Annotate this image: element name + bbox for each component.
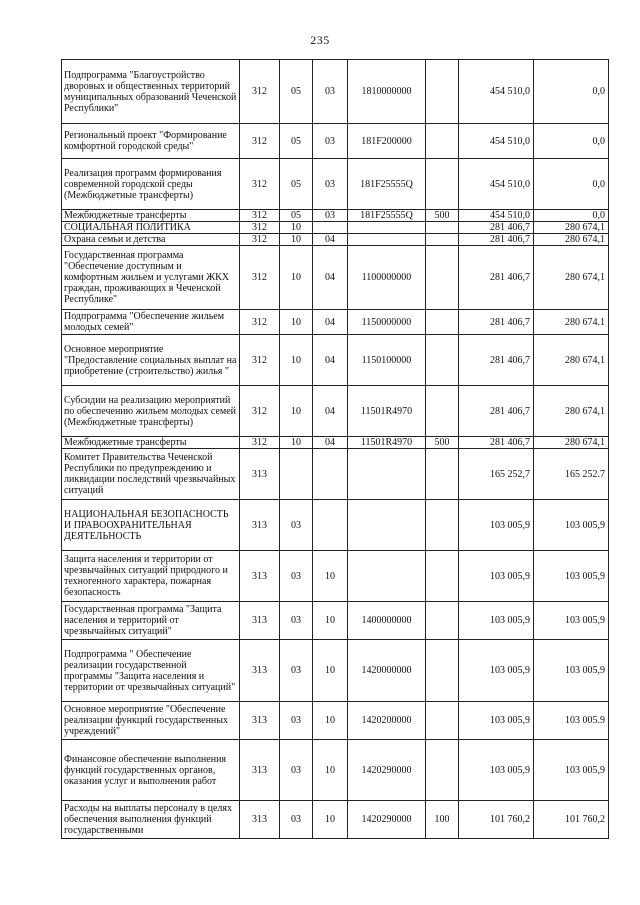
row-name: Основное мероприятие "Предоставление социальных выплат на приобретение (строительство) жилья " [62,335,240,386]
ved-code: 313 [240,702,280,740]
subsection-code: 10 [313,640,348,702]
table-row [62,222,609,234]
expense-type-code [426,310,459,335]
amount-year-1: 281 406,7 [459,234,534,246]
amount-year-2: 103 005,9 [534,640,609,702]
row-name: Подпрограмма "Обеспечение жильем молодых семей" [62,310,240,335]
table-row [62,437,609,449]
amount-year-2: 280 674,1 [534,246,609,310]
target-article-code [348,551,426,602]
expense-type-code [426,602,459,640]
row-name: Подпрограмма " Обеспечение реализации государственной программы "Защита населения и территории от чрезвычайных ситуаций" [62,640,240,702]
expense-type-code [426,124,459,159]
ved-code: 313 [240,602,280,640]
ved-code: 313 [240,500,280,551]
expense-type-code [426,640,459,702]
subsection-code: 04 [313,246,348,310]
amount-year-2: 280 674,1 [534,335,609,386]
subsection-code: 10 [313,602,348,640]
row-name: Межбюджетные трансферты [62,437,240,449]
target-article-code: 181F25555Q [348,210,426,222]
section-code: 03 [280,500,313,551]
expense-type-code [426,449,459,500]
amount-year-2: 280 674.1 [534,310,609,335]
subsection-code: 03 [313,124,348,159]
target-article-code: 181F200000 [348,124,426,159]
amount-year-1: 103 005,9 [459,640,534,702]
ved-code: 312 [240,222,280,234]
target-article-code [348,222,426,234]
amount-year-1: 281 406,7 [459,386,534,437]
amount-year-2: 103 005,9 [534,602,609,640]
expense-type-code [426,234,459,246]
subsection-code [313,449,348,500]
expense-type-code [426,386,459,437]
table-row [62,124,609,159]
ved-code: 312 [240,246,280,310]
subsection-code: 03 [313,210,348,222]
amount-year-1: 101 760,2 [459,801,534,839]
table-row [62,159,609,210]
ved-code: 313 [240,740,280,801]
row-name: Региональный проект "Формирование комфортной городской среды" [62,124,240,159]
row-name: Государственная программа "Защита населения и территорий от чрезвычайных ситуаций" [62,602,240,640]
amount-year-1: 454 510,0 [459,124,534,159]
target-article-code [348,449,426,500]
subsection-code: 10 [313,551,348,602]
expense-type-code [426,222,459,234]
budget-table [61,59,609,839]
amount-year-2: 0,0 [534,60,609,124]
table-row [62,740,609,801]
ved-code: 312 [240,124,280,159]
expense-type-code [426,740,459,801]
expense-type-code [426,500,459,551]
subsection-code: 04 [313,310,348,335]
amount-year-2: 103 005.9 [534,702,609,740]
amount-year-1: 454 510,0 [459,210,534,222]
subsection-code: 03 [313,60,348,124]
page-number: 235 [310,33,330,47]
table-row [62,210,609,222]
ved-code: 312 [240,310,280,335]
expense-type-code [426,702,459,740]
row-name: Защита населения и территории от чрезвычайных ситуаций природного и техногенного характера, пожарная безопасность [62,551,240,602]
ved-code: 313 [240,801,280,839]
table-row [62,234,609,246]
section-code: 03 [280,801,313,839]
section-code: 10 [280,234,313,246]
amount-year-1: 103 005,9 [459,500,534,551]
section-code: 03 [280,602,313,640]
amount-year-2: 103 005,9 [534,740,609,801]
table-row [62,449,609,500]
section-code: 05 [280,159,313,210]
amount-year-2: 165 252.7 [534,449,609,500]
row-name: СОЦИАЛЬНАЯ ПОЛИТИКА [62,222,240,234]
ved-code: 312 [240,335,280,386]
row-name: Основное мероприятие "Обеспечение реализации функций государственных учреждений" [62,702,240,740]
subsection-code: 04 [313,335,348,386]
section-code: 10 [280,222,313,234]
amount-year-2: 0,0 [534,159,609,210]
row-name: Субсидии на реализацию мероприятий по обеспечению жильем молодых семей (Межбюджетные трансферты) [62,386,240,437]
ved-code: 312 [240,159,280,210]
amount-year-2: 280 674,1 [534,234,609,246]
expense-type-code [426,551,459,602]
section-code [280,449,313,500]
target-article-code: 181F25555Q [348,159,426,210]
section-code: 03 [280,551,313,602]
expense-type-code [426,159,459,210]
target-article-code: 1810000000 [348,60,426,124]
table-row [62,640,609,702]
table-row [62,310,609,335]
amount-year-1: 281 406,7 [459,246,534,310]
table-row [62,246,609,310]
row-name: Расходы на выплаты персоналу в целях обеспечения выполнения функций государственными [62,801,240,839]
target-article-code: 11501R4970 [348,386,426,437]
section-code: 03 [280,702,313,740]
target-article-code: 1100000000 [348,246,426,310]
row-name: Охрана семьи и детства [62,234,240,246]
target-article-code [348,500,426,551]
expense-type-code [426,60,459,124]
section-code: 03 [280,740,313,801]
ved-code: 312 [240,60,280,124]
table-row [62,386,609,437]
amount-year-1: 281 406,7 [459,335,534,386]
table-row [62,702,609,740]
amount-year-2: 280 674,1 [534,386,609,437]
section-code: 10 [280,246,313,310]
table-row [62,335,609,386]
row-name: Подпрограмма "Благоустройство дворовых и общественных территорий муниципальных образований Чеченской Республики" [62,60,240,124]
ved-code: 312 [240,234,280,246]
table-row [62,500,609,551]
amount-year-2: 103 005,9 [534,551,609,602]
ved-code: 313 [240,551,280,602]
amount-year-1: 103 005,9 [459,740,534,801]
subsection-code [313,222,348,234]
section-code: 03 [280,640,313,702]
amount-year-1: 281 406,7 [459,310,534,335]
ved-code: 312 [240,437,280,449]
target-article-code: 1420200000 [348,702,426,740]
target-article-code [348,234,426,246]
table-row [62,801,609,839]
target-article-code: 1420290000 [348,801,426,839]
amount-year-1: 165 252,7 [459,449,534,500]
subsection-code [313,500,348,551]
amount-year-1: 103 005,9 [459,551,534,602]
ved-code: 312 [240,386,280,437]
expense-type-code [426,246,459,310]
subsection-code: 04 [313,386,348,437]
amount-year-1: 281 406,7 [459,222,534,234]
target-article-code: 1150100000 [348,335,426,386]
expense-type-code: 100 [426,801,459,839]
amount-year-2: 280 674,1 [534,437,609,449]
expense-type-code: 500 [426,437,459,449]
amount-year-1: 281 406,7 [459,437,534,449]
table-row [62,602,609,640]
subsection-code: 10 [313,801,348,839]
subsection-code: 04 [313,234,348,246]
amount-year-1: 103 005,9 [459,702,534,740]
target-article-code: 1400000000 [348,602,426,640]
section-code: 10 [280,437,313,449]
ved-code: 313 [240,449,280,500]
row-name: Межбюджетные трансферты [62,210,240,222]
expense-type-code [426,335,459,386]
amount-year-1: 103 005,9 [459,602,534,640]
table-row [62,60,609,124]
amount-year-2: 0,0 [534,124,609,159]
target-article-code: 11501R4970 [348,437,426,449]
amount-year-2: 101 760,2 [534,801,609,839]
section-code: 05 [280,210,313,222]
subsection-code: 10 [313,740,348,801]
row-name: Государственная программа "Обеспечение доступным и комфортным жильем и услугами ЖКХ граждан, проживающих в Чеченской Республике" [62,246,240,310]
amount-year-2: 0,0 [534,210,609,222]
amount-year-1: 454 510,0 [459,60,534,124]
amount-year-1: 454 510,0 [459,159,534,210]
ved-code: 313 [240,640,280,702]
ved-code: 312 [240,210,280,222]
row-name: НАЦИОНАЛЬНАЯ БЕЗОПАСНОСТЬ И ПРАВООХРАНИТЕЛЬНАЯ ДЕЯТЕЛЬНОСТЬ [62,500,240,551]
table-row [62,551,609,602]
section-code: 10 [280,335,313,386]
expense-type-code: 500 [426,210,459,222]
subsection-code: 10 [313,702,348,740]
amount-year-2: 103 005,9 [534,500,609,551]
row-name: Финансовое обеспечение выполнения функций государственных органов, оказания услуг и выполнения работ [62,740,240,801]
section-code: 05 [280,124,313,159]
target-article-code: 1420000000 [348,640,426,702]
subsection-code: 03 [313,159,348,210]
section-code: 10 [280,310,313,335]
row-name: Реализация программ формирования современной городской среды (Межбюджетные трансферты) [62,159,240,210]
section-code: 10 [280,386,313,437]
amount-year-2: 280 674,1 [534,222,609,234]
row-name: Комитет Правительства Чеченской Республики по предупреждению и ликвидации последствий чрезвычайных ситуаций [62,449,240,500]
section-code: 05 [280,60,313,124]
target-article-code: 1420290000 [348,740,426,801]
target-article-code: 1150000000 [348,310,426,335]
subsection-code: 04 [313,437,348,449]
